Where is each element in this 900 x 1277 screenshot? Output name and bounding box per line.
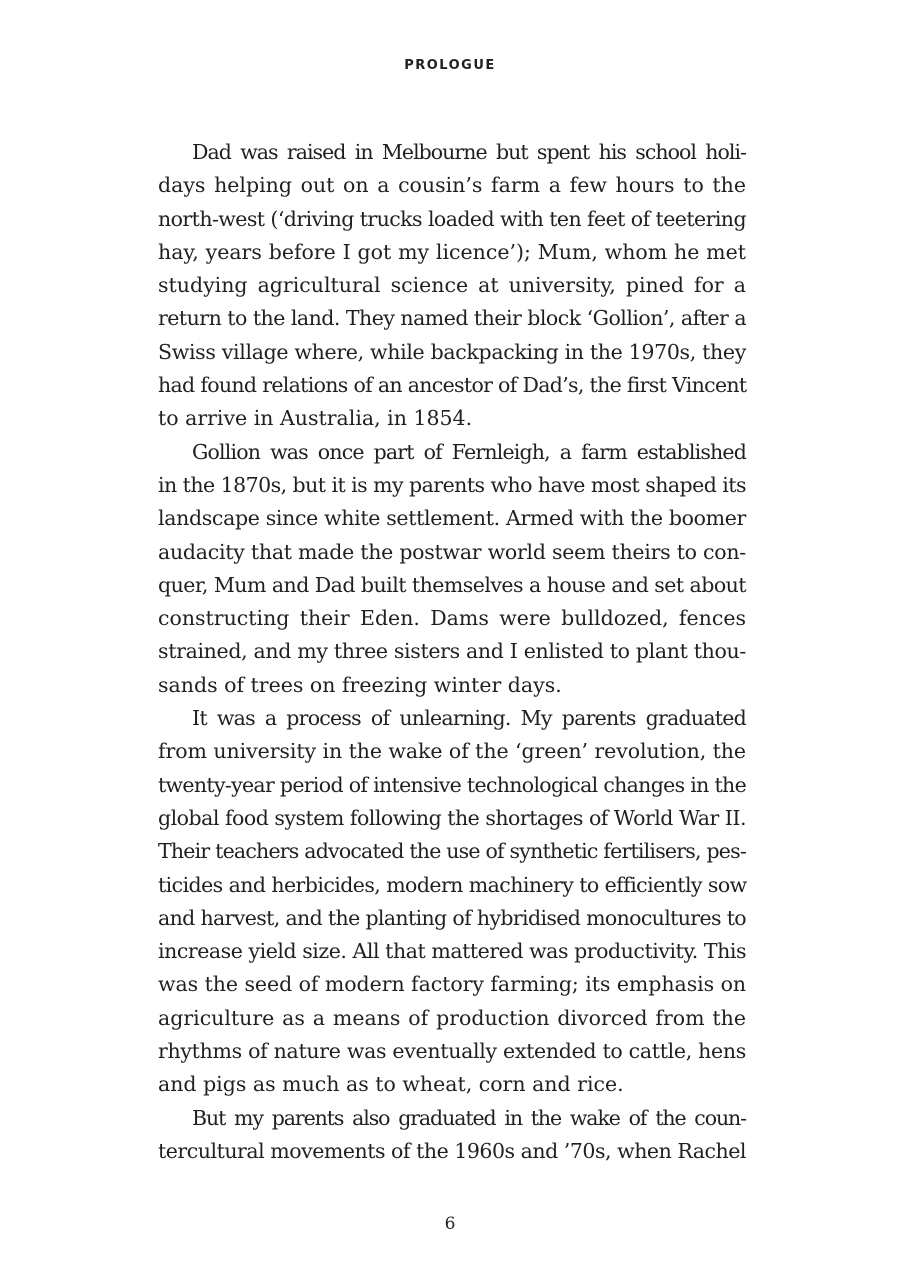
text-line: sands of trees on freezing winter days. [158, 672, 562, 697]
text-line: had found relations of an ancestor of Dad’s, the first Vincent [158, 373, 747, 398]
text-line: hay, years before I got my licence’); Mum, whom he met [158, 239, 746, 264]
text-line: and pigs as much as to wheat, corn and rice. [158, 1072, 624, 1097]
text-line: increase yield size. All that mattered was productivity. This [158, 939, 747, 964]
paragraph-3 [158, 702, 746, 1102]
page-number: 6 [444, 1214, 456, 1234]
text-line: to arrive in Australia, in 1854. [158, 406, 473, 431]
text-line: and harvest, and the planting of hybridised monocultures to [158, 905, 746, 930]
body-text [158, 136, 746, 1168]
text-line: agriculture as a means of production divorced from the [158, 1005, 746, 1030]
text-line: Swiss village where, while backpacking in the 1970s, they [158, 339, 746, 364]
text-line: in the 1870s, but it is my parents who have most shaped its [158, 472, 746, 497]
text-line: constructing their Eden. Dams were bulldozed, fences [158, 606, 746, 631]
text-line: Dad was raised in Melbourne but spent his school holi- [192, 140, 746, 164]
text-line: from university in the wake of the ‘green’ revolution, the [158, 739, 746, 764]
text-line: strained, and my three sisters and I enlisted to plant thou- [158, 639, 746, 664]
text-line: rhythms of nature was eventually extended to cattle, hens [158, 1039, 746, 1064]
text-line: But my parents also graduated in the wake of the coun- [192, 1105, 746, 1130]
running-head: PROLOGUE [404, 58, 496, 73]
text-line: landscape since white settlement. Armed with the boomer [158, 506, 747, 531]
text-line: global food system following the shortages of World War II. [158, 805, 747, 830]
text-line: tercultural movements of the 1960s and ’70s, when Rachel [158, 1138, 747, 1163]
text-line: studying agricultural science at university, pined for a [158, 273, 746, 298]
text-line: twenty-year period of intensive technological changes in the [158, 772, 747, 797]
text-line: Gollion was once part of Fernleigh, a farm established [192, 439, 746, 464]
text-line: It was a process of unlearning. My parents graduated [192, 706, 746, 731]
text-line: audacity that made the postwar world seem theirs to con- [158, 539, 746, 564]
text-line: ticides and herbicides, modern machinery to efficiently sow [158, 872, 747, 897]
paragraph-4 [158, 1102, 746, 1169]
text-line: days helping out on a cousin’s farm a few hours to the [158, 173, 746, 198]
text-line: was the seed of modern factory farming; its emphasis on [158, 972, 747, 997]
paragraph-2 [158, 436, 746, 702]
text-line: quer, Mum and Dad built themselves a house and set about [158, 572, 747, 597]
text-line: return to the land. They named their block ‘Gollion’, after a [158, 306, 747, 331]
text-line: Their teachers advocated the use of synthetic fertilisers, pes- [158, 839, 746, 864]
text-line: north-west (‘driving trucks loaded with ten feet of teetering [158, 206, 747, 231]
paragraph-1 [158, 136, 746, 436]
